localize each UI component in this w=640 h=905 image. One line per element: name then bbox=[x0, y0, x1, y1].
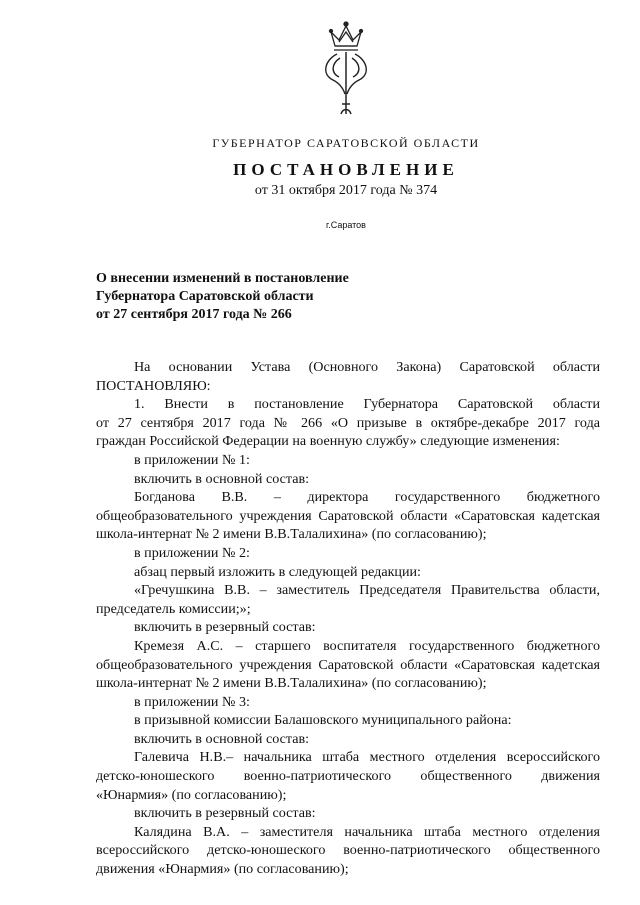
document-city: г.Саратов bbox=[326, 220, 366, 230]
body-line: председатель комиссии;»; bbox=[96, 600, 251, 617]
body-line: в приложении № 1: bbox=[134, 451, 250, 468]
body-line: ПОСТАНОВЛЯЮ: bbox=[96, 377, 211, 394]
body-line: включить в резервный состав: bbox=[134, 619, 316, 636]
body-line: школа-интернат № 2 имени В.В.Талалихина» (по согласованию); bbox=[96, 526, 487, 543]
issuing-authority: ГУБЕРНАТОР САРАТОВСКОЙ ОБЛАСТИ bbox=[212, 136, 480, 150]
body-line: движения «Юнармия» (по согласованию); bbox=[96, 861, 349, 878]
body-line: общеобразовательного учреждения Саратовской области «Саратовская кадетская bbox=[96, 656, 600, 673]
body-line: «Гречушкина В.В. – заместитель Председателя Правительства области, bbox=[134, 582, 600, 599]
body-line: На основании Устава (Основного Закона) Саратовской области bbox=[134, 359, 600, 375]
body-line: абзац первый изложить в следующей редакции: bbox=[134, 563, 421, 580]
body-line: включить в резервный состав: bbox=[134, 805, 316, 822]
coat-of-arms-emblem bbox=[313, 18, 379, 118]
body-line: в приложении № 2: bbox=[134, 544, 250, 561]
subject-line: от 27 сентября 2017 года № 266 bbox=[96, 307, 292, 322]
body-line: Кремезя А.С. – старшего воспитателя государственного бюджетного bbox=[134, 637, 600, 654]
body-line: 1. Внести в постановление Губернатора Саратовской области bbox=[134, 396, 600, 413]
document-date-number: от 31 октября 2017 года № 374 bbox=[254, 183, 438, 198]
body-line: в приложении № 3: bbox=[134, 693, 250, 710]
body-line: включить в основной состав: bbox=[134, 470, 310, 487]
body-line: граждан Российской Федерации на военную службу» следующие изменения: bbox=[96, 433, 560, 450]
body-line: Галевича Н.В.– начальника штаба местного отделения всероссийского bbox=[134, 749, 600, 766]
subject-line: О внесении изменений в постановление bbox=[96, 271, 349, 286]
document-type: ПОСТАНОВЛЕНИЕ bbox=[233, 160, 459, 179]
body-line: в призывной комиссии Балашовского муниципального района: bbox=[134, 712, 512, 729]
body-line: всероссийского детско-юношеского военно-патриотического общественного bbox=[96, 842, 600, 859]
body-line: Богданова В.В. – директора государственного бюджетного bbox=[134, 489, 600, 506]
body-line: общеобразовательного учреждения Саратовской области «Саратовская кадетская bbox=[96, 507, 600, 524]
body-line: «Юнармия» (по согласованию); bbox=[96, 786, 287, 803]
body-line: школа-интернат № 2 имени В.В.Талалихина» (по согласованию); bbox=[96, 675, 487, 692]
document-subject bbox=[96, 270, 426, 324]
body-line: включить в основной состав: bbox=[134, 730, 310, 747]
body-line: Калядина В.А. – заместителя начальника штаба местного отделения bbox=[134, 823, 600, 840]
subject-line: Губернатора Саратовской области bbox=[96, 289, 314, 304]
body-line: детско-юношеского военно-патриотического общественного движения bbox=[96, 768, 600, 785]
body-line: от 27 сентября 2017 года № 266 «О призыве в октябре-декабре 2017 года bbox=[96, 414, 600, 431]
document-body bbox=[96, 358, 600, 879]
